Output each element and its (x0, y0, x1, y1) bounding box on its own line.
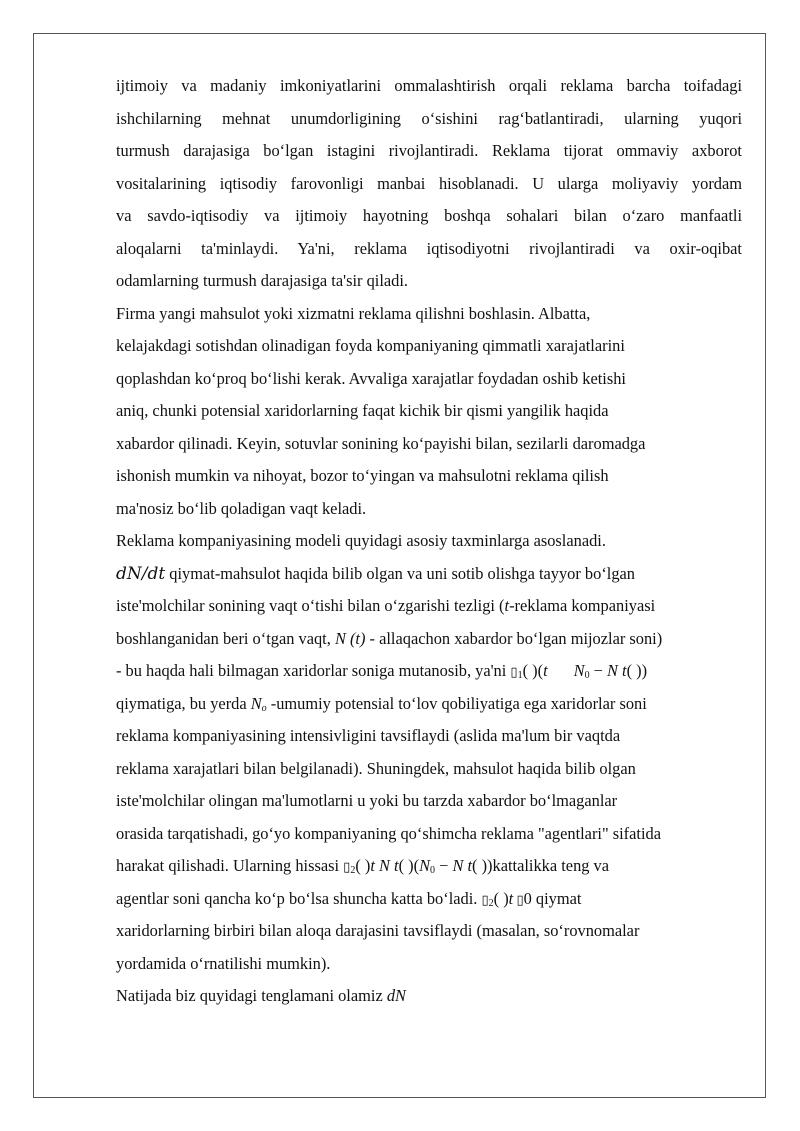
derivative-formula: dN/dt (116, 563, 166, 584)
text-line: aloqalarni ta'minlaydi. Ya'ni, reklama iqtisodiyotni rivojlantiradi va oxir-oqibat (116, 238, 742, 258)
variable-n-t: N t (607, 661, 627, 680)
text-line: vositalarining iqtisodiy farovonligi manbai hisoblanadi. U ularga moliyaviy yordam (116, 173, 742, 193)
subscript: o (261, 702, 267, 714)
text-line: ishchilarning mehnat unumdorligining o‘sishini rag‘batlantiradi, ularning yuqori (116, 108, 742, 128)
text-line: Firma yangi mahsulot yoki xizmatni reklama qilishni boshlasin. Albatta, (116, 303, 591, 323)
text-span: -reklama kompaniyasi (509, 596, 656, 615)
text-line: ijtimoiy va madaniy imkoniyatlarini ommalashtirish orqali reklama barcha toifadagi (116, 76, 742, 95)
text-line (116, 623, 742, 656)
text-span: Natijada biz quyidagi tenglamani olamiz (116, 986, 387, 1005)
text-line (116, 850, 742, 883)
missing-glyph-box: ▯ (481, 891, 489, 907)
text-line: reklama kompaniyasining intensivligini tavsiflaydi (aslida ma'lum bir vaqtda (116, 726, 621, 745)
variable-dn: dN (386, 986, 406, 1005)
paragraph-firm (116, 298, 742, 526)
subscript: 2 (488, 897, 494, 909)
text-line: ma'nosiz bo‘lib qoladigan vaqt keladi. (116, 498, 367, 518)
minus-sign: − (589, 661, 608, 680)
text-span: ( ) (493, 888, 509, 908)
variable-t: t (504, 596, 510, 615)
text-span: iste'molchilar sonining vaqt o‘tishi bilan o‘zgarishi tezligi ( (116, 596, 505, 615)
text-span: ( ) (355, 856, 371, 875)
text-span: 0 qiymat (523, 888, 582, 908)
text-line: reklama xarajatlari bilan belgilanadi). Shuningdek, mahsulot haqida bilib olgan (116, 758, 636, 778)
minus-sign: − (435, 856, 453, 875)
variable-n0: N (573, 661, 585, 680)
text-span: - allaqachon xabardor bo‘lgan mijozlar soni) (365, 628, 663, 648)
text-line: kelajakdagi sotishdan olinadigan foyda kompaniyaning qimmatli xarajatlarini (116, 336, 625, 355)
paragraph-conclusion (116, 980, 742, 1013)
text-span: ( ))kattalikka teng va (472, 856, 610, 875)
text-span: agentlar soni qancha ko‘p bo‘lsa shuncha katta bo‘ladi. (116, 888, 482, 908)
subscript: 2 (350, 865, 356, 876)
text-line: iste'molchilar olingan ma'lumotlarni u yoki bu tarzda xabardor bo‘lmaganlar (116, 791, 618, 810)
text-line (116, 688, 742, 721)
text-line: orasida tarqatishadi, go‘yo kompaniyaning qo‘shimcha reklama "agentlari" sifatida (116, 823, 661, 843)
text-span: -umumiy potensial to‘lov qobiliyatiga ega xaridorlar soni (266, 693, 647, 713)
text-span: ( )( (522, 661, 544, 680)
text-span: ( )( (398, 856, 420, 875)
variable-n-t: N (t) (334, 628, 366, 648)
variable-n0: N (419, 856, 430, 875)
missing-glyph-box: ▯ (343, 859, 351, 874)
text-line: xaridorlarning birbiri bilan aloqa darajasini tavsiflaydi (masalan, so‘rovnomalar (116, 921, 640, 940)
subscript: 0 (584, 670, 590, 681)
paragraph-model-intro: Reklama kompaniyasining modeli quyidagi asosiy taxminlarga asoslanadi. (116, 531, 606, 550)
text-span: harakat qilishadi. Ularning hissasi (116, 856, 344, 875)
subscript: 0 (430, 865, 435, 876)
text-line (116, 655, 742, 688)
text-line (116, 558, 742, 591)
subscript: 1 (517, 670, 523, 681)
text-line: odamlarning turmush darajasiga ta'sir qiladi. (116, 271, 408, 290)
variable-n-t: N t (452, 856, 473, 875)
text-line: va savdo-iqtisodiy va ijtimoiy hayotning boshqa sohalari bilan o‘zaro manfaatli (116, 206, 742, 225)
text-line: aniq, chunki potensial xaridorlarning faqat kichik bir qismi yangilik haqida (116, 401, 609, 420)
text-span: ( )) (626, 661, 648, 680)
text-line: ishonish mumkin va nihoyat, bozor to‘yingan va mahsulotni reklama qilish (116, 466, 609, 485)
text-line: xabardor qilinadi. Keyin, sotuvlar sonining ko‘payishi bilan, sezilarli daromadga (116, 433, 646, 453)
text-span: qiymatiga, bu yerda (116, 693, 251, 713)
text-span: - bu haqda hali bilmagan xaridorlar soniga mutanosib, ya'ni (116, 661, 511, 680)
paragraph-model (116, 558, 742, 981)
document-body (116, 70, 742, 1013)
text-line (116, 883, 742, 916)
text-line: qoplashdan ko‘proq bo‘lishi kerak. Avvaliga xarajatlar foydadan oshib ketishi (116, 368, 626, 388)
missing-glyph-box: ▯ (513, 891, 524, 907)
variable-t: t (508, 888, 514, 908)
variable-t: t (543, 661, 548, 680)
text-span: qiymat-mahsulot haqida bilib olgan va uni sotib olishga tayyor bo‘lgan (165, 563, 635, 583)
variable-t-n-t: t N t (370, 856, 399, 875)
text-line (116, 590, 742, 623)
text-line: turmush darajasiga bo‘lgan istagini rivojlantiradi. Reklama tijorat ommaviy axborot (116, 141, 742, 160)
text-span: boshlanganidan beri o‘tgan vaqt, (116, 628, 335, 648)
paragraph-benefits (116, 70, 742, 298)
text-line: yordamida o‘rnatilishi mumkin). (116, 953, 331, 973)
missing-glyph-box: ▯ (510, 664, 518, 679)
variable-n: N (250, 693, 262, 713)
